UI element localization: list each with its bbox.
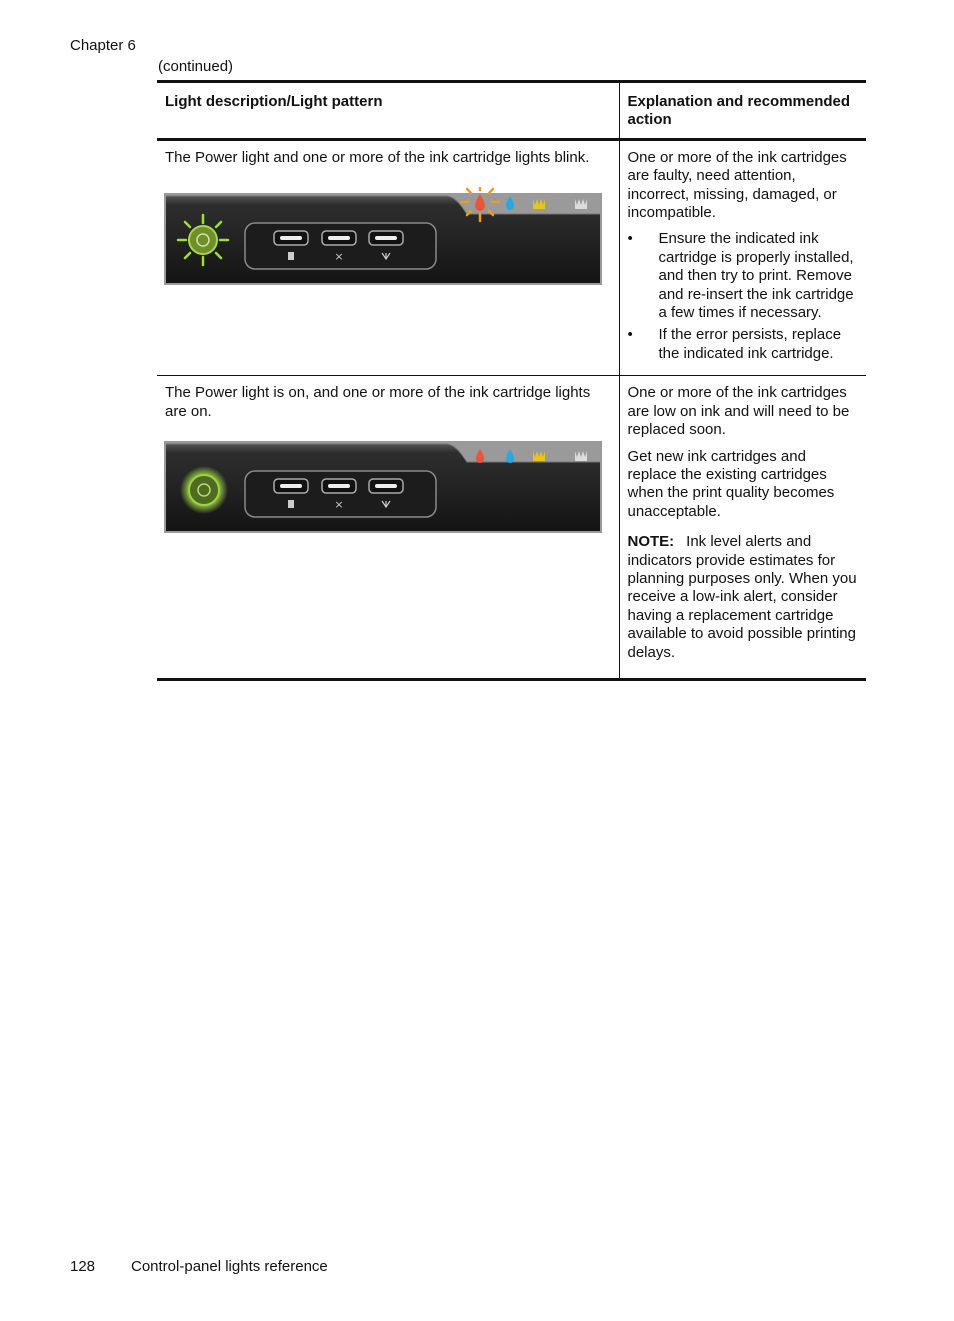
- svg-text:×: ×: [334, 498, 344, 512]
- row-2-note: [628, 533, 859, 662]
- row-2-explanation-2: Get new ink cartridges and replace the existing cartridges when the print quality becomes unacceptable.: [627, 447, 835, 520]
- lights-reference-table: [157, 80, 866, 681]
- row-1-explanation: One or more of the ink cartridges are faulty, need attention, incorrect, missing, damaged, or incompatible.: [627, 148, 847, 222]
- control-panel-lights-on-image: [164, 441, 602, 535]
- continued-label: (continued): [158, 58, 234, 75]
- row-1-description-cell: [157, 139, 619, 375]
- row-2-description-cell: [157, 376, 619, 680]
- power-light-on-icon: [180, 466, 228, 514]
- row-1-bullet-list: [628, 230, 859, 363]
- table-row: [157, 376, 866, 680]
- power-light-blinking-icon: [178, 215, 228, 265]
- list-item: • If the error persists, replace the indicated ink cartridge.: [628, 326, 859, 363]
- note-text: Ink level alerts and indicators provide estimates for planning purposes only. When you receive a low-ink alert, consider having a replacement cartridge available to avoid possible printing delays.: [627, 533, 857, 661]
- list-item: • Ensure the indicated ink cartridge is properly installed, and then try to print. Remove and re-insert the ink cartridge a few times if necessary.: [628, 230, 859, 322]
- header-explanation: Explanation and recommended action: [627, 93, 851, 129]
- chapter-label: Chapter 6: [70, 37, 136, 54]
- svg-text:×: ×: [334, 250, 344, 264]
- table-header-row: [157, 82, 866, 140]
- footer-section-title: Control-panel lights reference: [131, 1258, 328, 1275]
- table-row: [157, 139, 866, 375]
- row-1-explanation-cell: [619, 139, 866, 375]
- row-2-description: The Power light is on, and one or more of the ink cartridge lights are on.: [165, 384, 591, 420]
- page-number: 128: [70, 1258, 96, 1275]
- row-2-explanation-cell: [619, 376, 866, 680]
- row-1-description: The Power light and one or more of the ink cartridge lights blink.: [165, 148, 590, 166]
- note-label: NOTE:: [627, 533, 675, 551]
- row-2-explanation: One or more of the ink cartridges are low on ink and will need to be replaced soon.: [627, 384, 850, 439]
- control-panel-blinking-image: [164, 187, 602, 287]
- header-light-description: Light description/Light pattern: [157, 82, 619, 140]
